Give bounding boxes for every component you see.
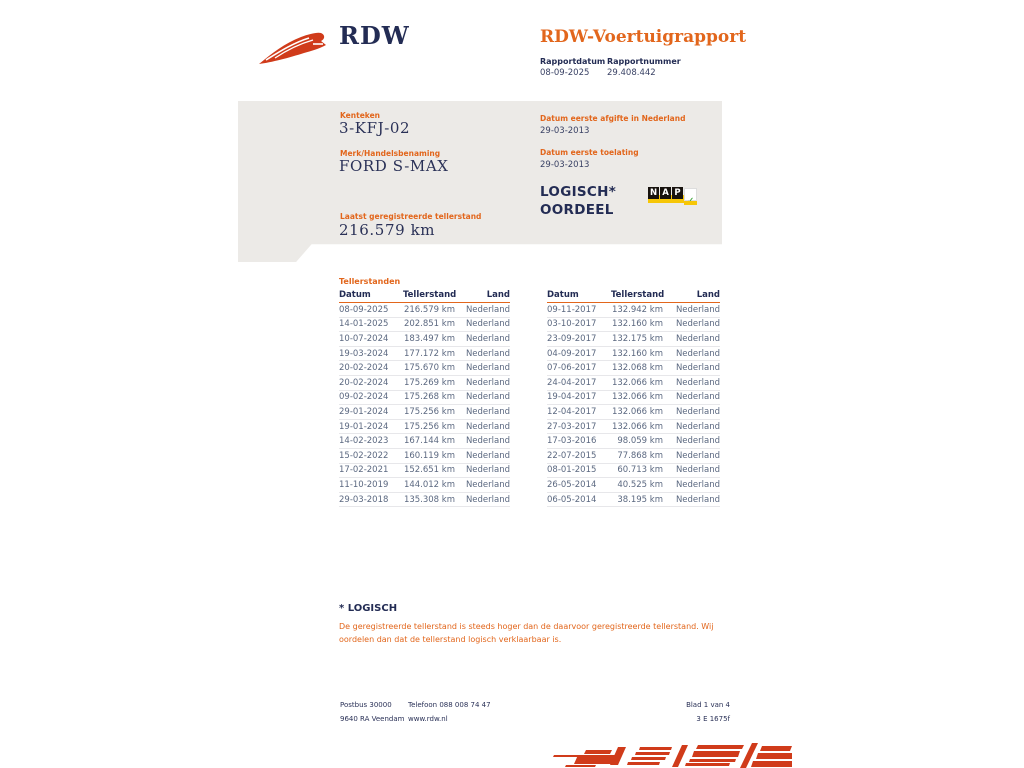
row-country: Nederland — [675, 333, 720, 344]
rdw-stripes-graphic — [548, 741, 792, 768]
footer-pageinfo — [610, 699, 730, 726]
footer-website: www.rdw.nl — [408, 714, 448, 723]
logisch-note-title: * LOGISCH — [339, 603, 398, 614]
row-date: 15-02-2022 — [339, 450, 389, 461]
table-row — [339, 434, 510, 449]
row-date: 19-03-2024 — [339, 348, 389, 359]
header-datum: Datum — [339, 290, 371, 300]
row-odometer: 183.497 km — [403, 333, 455, 344]
nap-letter-a: A — [660, 187, 671, 199]
row-date: 27-03-2017 — [547, 421, 597, 432]
row-date: 12-04-2017 — [547, 406, 597, 417]
oordeel-verdict — [540, 183, 616, 219]
odometer-table-right — [547, 291, 720, 507]
footer-city: 9640 RA Veendam — [340, 714, 405, 723]
table-row — [339, 332, 510, 347]
table-row — [547, 347, 720, 362]
header-land: Land — [696, 290, 720, 300]
row-date: 29-03-2018 — [339, 494, 389, 505]
row-odometer: 175.268 km — [403, 392, 455, 403]
table-row — [547, 420, 720, 435]
table-row — [547, 493, 720, 508]
row-country: Nederland — [675, 406, 720, 417]
row-date: 08-09-2025 — [339, 304, 389, 315]
nap-letter-p: P — [672, 187, 683, 199]
row-date: 19-01-2024 — [339, 421, 389, 432]
afgifte-label: Datum eerste afgifte in Nederland — [540, 114, 686, 123]
row-date: 07-06-2017 — [547, 363, 597, 374]
row-odometer: 202.851 km — [403, 319, 455, 330]
table-row — [339, 318, 510, 333]
row-country: Nederland — [675, 392, 720, 403]
footer-address — [340, 699, 404, 726]
row-date: 06-05-2014 — [547, 494, 597, 505]
nap-letter-n: N — [649, 188, 658, 198]
row-date: 03-10-2017 — [547, 319, 597, 330]
row-country: Nederland — [675, 319, 720, 330]
nap-logo — [648, 186, 698, 206]
odometer-table-left — [339, 291, 510, 507]
row-country: Nederland — [465, 392, 510, 403]
row-country: Nederland — [465, 421, 510, 432]
row-country: Nederland — [465, 377, 510, 388]
table-row — [339, 391, 510, 406]
table-header-row — [339, 291, 510, 303]
row-odometer: 132.160 km — [611, 319, 663, 330]
row-date: 11-10-2019 — [339, 479, 389, 490]
row-odometer: 40.525 km — [617, 479, 663, 490]
row-country: Nederland — [465, 450, 510, 461]
table-row — [339, 405, 510, 420]
toelating-label: Datum eerste toelating — [540, 148, 639, 157]
row-odometer: 216.579 km — [403, 304, 455, 315]
row-country: Nederland — [675, 479, 720, 490]
row-country: Nederland — [675, 436, 720, 447]
row-date: 19-04-2017 — [547, 392, 597, 403]
report-number-label: Rapportnummer — [607, 57, 681, 66]
oordeel-line2: OORDEEL — [540, 202, 614, 218]
rdw-wordmark: RDW — [339, 21, 410, 50]
row-odometer: 175.256 km — [403, 406, 455, 417]
row-odometer: 132.066 km — [611, 392, 663, 403]
table-row — [339, 303, 510, 318]
row-odometer: 144.012 km — [403, 479, 455, 490]
footer-page-number: Blad 1 van 4 — [686, 701, 730, 709]
row-odometer: 98.059 km — [617, 436, 663, 447]
row-country: Nederland — [465, 363, 510, 374]
table-row — [339, 493, 510, 508]
row-date: 20-02-2024 — [339, 377, 389, 388]
row-country: Nederland — [675, 363, 720, 374]
table-row — [339, 449, 510, 464]
table-row — [339, 478, 510, 493]
row-date: 14-02-2023 — [339, 436, 389, 447]
table-header-row — [547, 291, 720, 303]
row-odometer: 38.195 km — [617, 494, 663, 505]
table-row — [339, 420, 510, 435]
row-odometer: 167.144 km — [403, 436, 455, 447]
row-odometer: 175.256 km — [403, 421, 455, 432]
merk-value: FORD S-MAX — [339, 157, 449, 175]
row-country: Nederland — [675, 304, 720, 315]
row-odometer: 132.942 km — [611, 304, 663, 315]
row-date: 10-07-2024 — [339, 333, 389, 344]
tellerstand-value: 216.579 km — [339, 221, 436, 239]
tellerstanden-title: Tellerstanden — [339, 277, 401, 286]
footer-form-code: 3 E 1675f — [696, 714, 730, 723]
table-row — [547, 405, 720, 420]
table-row — [547, 391, 720, 406]
header-land: Land — [486, 290, 510, 300]
nap-checkmark-icon — [684, 188, 697, 201]
row-country: Nederland — [465, 304, 510, 315]
table-row — [339, 376, 510, 391]
toelating-value: 29-03-2013 — [540, 160, 590, 170]
report-number-value: 29.408.442 — [607, 68, 656, 78]
kenteken-label: Kenteken — [340, 111, 380, 120]
oordeel-line1: LOGISCH* — [540, 184, 617, 200]
row-odometer: 175.269 km — [403, 377, 455, 388]
row-odometer: 160.119 km — [403, 450, 455, 461]
row-date: 23-09-2017 — [547, 333, 597, 344]
nap-yellow-under-check — [684, 201, 697, 205]
table-row — [547, 318, 720, 333]
row-country: Nederland — [465, 333, 510, 344]
row-odometer: 135.308 km — [403, 494, 455, 505]
row-odometer: 175.670 km — [403, 363, 455, 374]
row-date: 14-01-2025 — [339, 319, 389, 330]
row-odometer: 132.068 km — [611, 363, 663, 374]
table-row — [547, 449, 720, 464]
row-odometer: 132.066 km — [611, 377, 663, 388]
logisch-note-body: De geregistreerde tellerstand is steeds hoger dan de daarvoor geregistreerde tellerstand. Wij oordelen dan dat de tellerstand logisch verklaarbaar is. — [339, 622, 714, 644]
report-date-value: 08-09-2025 — [540, 68, 590, 78]
row-country: Nederland — [465, 436, 510, 447]
summary-panel — [238, 101, 722, 262]
row-country: Nederland — [675, 465, 720, 476]
row-odometer: 132.175 km — [611, 333, 663, 344]
row-date: 29-01-2024 — [339, 406, 389, 417]
tellerstand-label: Laatst geregistreerde tellerstand — [340, 212, 482, 221]
row-date: 24-04-2017 — [547, 377, 597, 388]
footer-phone: Telefoon 088 008 74 47 — [408, 701, 491, 709]
row-date: 09-11-2017 — [547, 304, 597, 315]
table-row — [339, 464, 510, 479]
table-row — [547, 464, 720, 479]
row-country: Nederland — [675, 494, 720, 505]
row-odometer: 132.066 km — [611, 421, 663, 432]
rdw-logo-icon — [257, 31, 335, 67]
row-date: 20-02-2024 — [339, 363, 389, 374]
table-row — [339, 347, 510, 362]
header-tellerstand: Tellerstand — [611, 290, 665, 300]
row-odometer: 152.651 km — [403, 465, 455, 476]
row-country: Nederland — [465, 348, 510, 359]
row-country: Nederland — [675, 421, 720, 432]
row-date: 17-02-2021 — [339, 465, 389, 476]
table-row — [547, 332, 720, 347]
header-tellerstand: Tellerstand — [403, 290, 457, 300]
table-row — [547, 361, 720, 376]
row-country: Nederland — [675, 348, 720, 359]
row-date: 22-07-2015 — [547, 450, 597, 461]
table-row — [339, 361, 510, 376]
row-odometer: 132.160 km — [611, 348, 663, 359]
report-date-label: Rapportdatum — [540, 57, 606, 66]
table-row — [547, 434, 720, 449]
row-country: Nederland — [465, 319, 510, 330]
row-country: Nederland — [465, 479, 510, 490]
header-datum: Datum — [547, 290, 579, 300]
table-row — [547, 478, 720, 493]
row-country: Nederland — [675, 377, 720, 388]
row-country: Nederland — [465, 465, 510, 476]
row-date: 17-03-2016 — [547, 436, 597, 447]
table-row — [547, 376, 720, 391]
afgifte-value: 29-03-2013 — [540, 126, 590, 136]
row-country: Nederland — [465, 494, 510, 505]
kenteken-value: 3-KFJ-02 — [339, 119, 411, 137]
row-country: Nederland — [675, 450, 720, 461]
footer-postbus: Postbus 30000 — [340, 701, 392, 709]
row-date: 26-05-2014 — [547, 479, 597, 490]
row-odometer: 77.868 km — [617, 450, 663, 461]
row-odometer: 132.066 km — [611, 406, 663, 417]
row-date: 08-01-2015 — [547, 465, 597, 476]
row-date: 09-02-2024 — [339, 392, 389, 403]
row-odometer: 60.713 km — [617, 465, 663, 476]
document-title: RDW-Voertuigrapport — [540, 27, 747, 47]
table-row — [547, 303, 720, 318]
row-country: Nederland — [465, 406, 510, 417]
row-odometer: 177.172 km — [403, 348, 455, 359]
row-date: 04-09-2017 — [547, 348, 597, 359]
merk-label: Merk/Handelsbenaming — [340, 149, 441, 158]
footer-contact — [408, 699, 491, 726]
